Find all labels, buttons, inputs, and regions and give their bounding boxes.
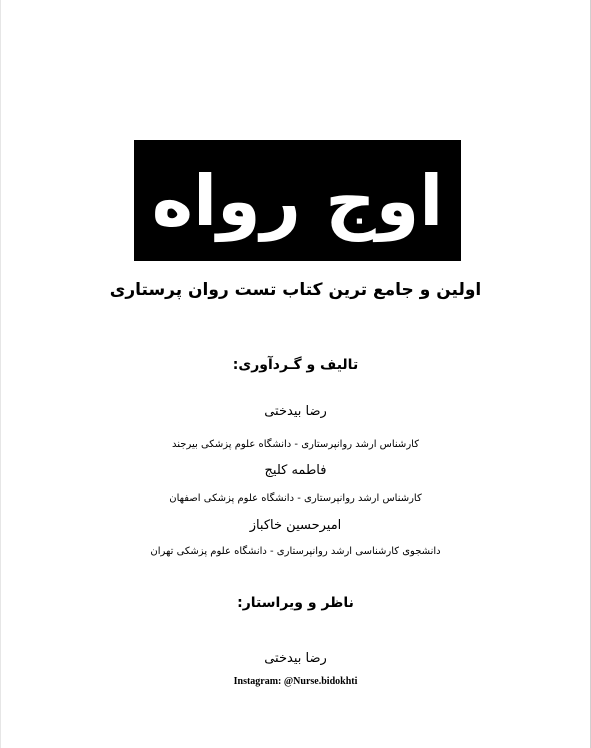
- authors-heading: تالیف و گـردآوری:: [232, 357, 359, 373]
- author-name-2: فاطمه کلیج: [264, 463, 327, 478]
- page-edge-left: [0, 0, 1, 748]
- book-logo: [134, 140, 461, 261]
- instagram-handle: Instagram: @Nurse.bidokhti: [233, 676, 358, 687]
- editor-name: رضا بیدختی: [264, 651, 327, 666]
- author-role-2: کارشناس ارشد روانپرستاری - دانشگاه علوم پزشکی اصفهان: [169, 493, 422, 504]
- author-name-3: امیرحسین خاکباز: [249, 518, 342, 533]
- book-subtitle: اولین و جامع ترین کتاب تست روان پرستاری: [109, 280, 482, 300]
- logo-text: اوج رواه: [151, 159, 444, 242]
- author-name-1: رضا بیدختی: [264, 404, 327, 419]
- author-role-1: کارشناس ارشد روانپرستاری - دانشگاه علوم پزشکی بیرجند: [172, 439, 419, 450]
- editor-heading: ناظر و ویراستار:: [237, 595, 354, 611]
- author-role-3: دانشجوی کارشناسی ارشد روانپرستاری - دانشگاه علوم پزشکی تهران: [150, 546, 441, 557]
